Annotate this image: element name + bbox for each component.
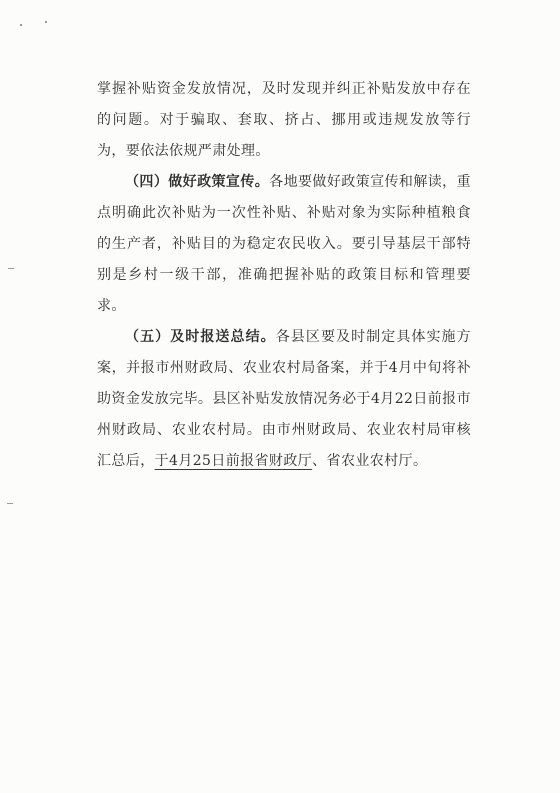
section-heading: （五）及时报送总结。 <box>125 329 276 345</box>
scan-speck <box>45 21 47 23</box>
paragraph-text: 各地要做好政策宣传和解读，重点明确此次补贴为一次性补贴、补贴对象为实际种植粮食的生产者，补贴目的为稳定农民收入。要引导基层干部特别是乡村一级干部，准确把握补贴的政策目标和管理要求。 <box>97 174 471 314</box>
paragraph-1 <box>97 74 471 167</box>
document-body <box>97 74 471 477</box>
section-heading: （四）做好政策宣传。 <box>125 174 270 190</box>
paragraph-tail: 、省农业农村厅。 <box>312 453 428 469</box>
margin-mark <box>7 503 13 504</box>
underlined-text: 于4月25日前报省财政厅 <box>154 453 313 469</box>
paragraph-3 <box>97 322 471 477</box>
scan-speck <box>20 24 22 26</box>
paragraph-text: 各县区要及时制定具体实施方案，并报市州财政局、农业农村局备案，并于4月中旬将补助资金发放完毕。县区补贴发放情况务必于4月22日前报市州财政局、农业农村局。由市州财政局、农业农村局审核汇总后， <box>97 329 472 469</box>
margin-mark <box>8 268 14 269</box>
paragraph-2 <box>97 167 471 322</box>
paragraph-text: 掌握补贴资金发放情况，及时发现并纠正补贴发放中存在的问题。对于骗取、套取、挤占、挪用或违规发放等行为，要依法依规严肃处理。 <box>97 81 471 159</box>
